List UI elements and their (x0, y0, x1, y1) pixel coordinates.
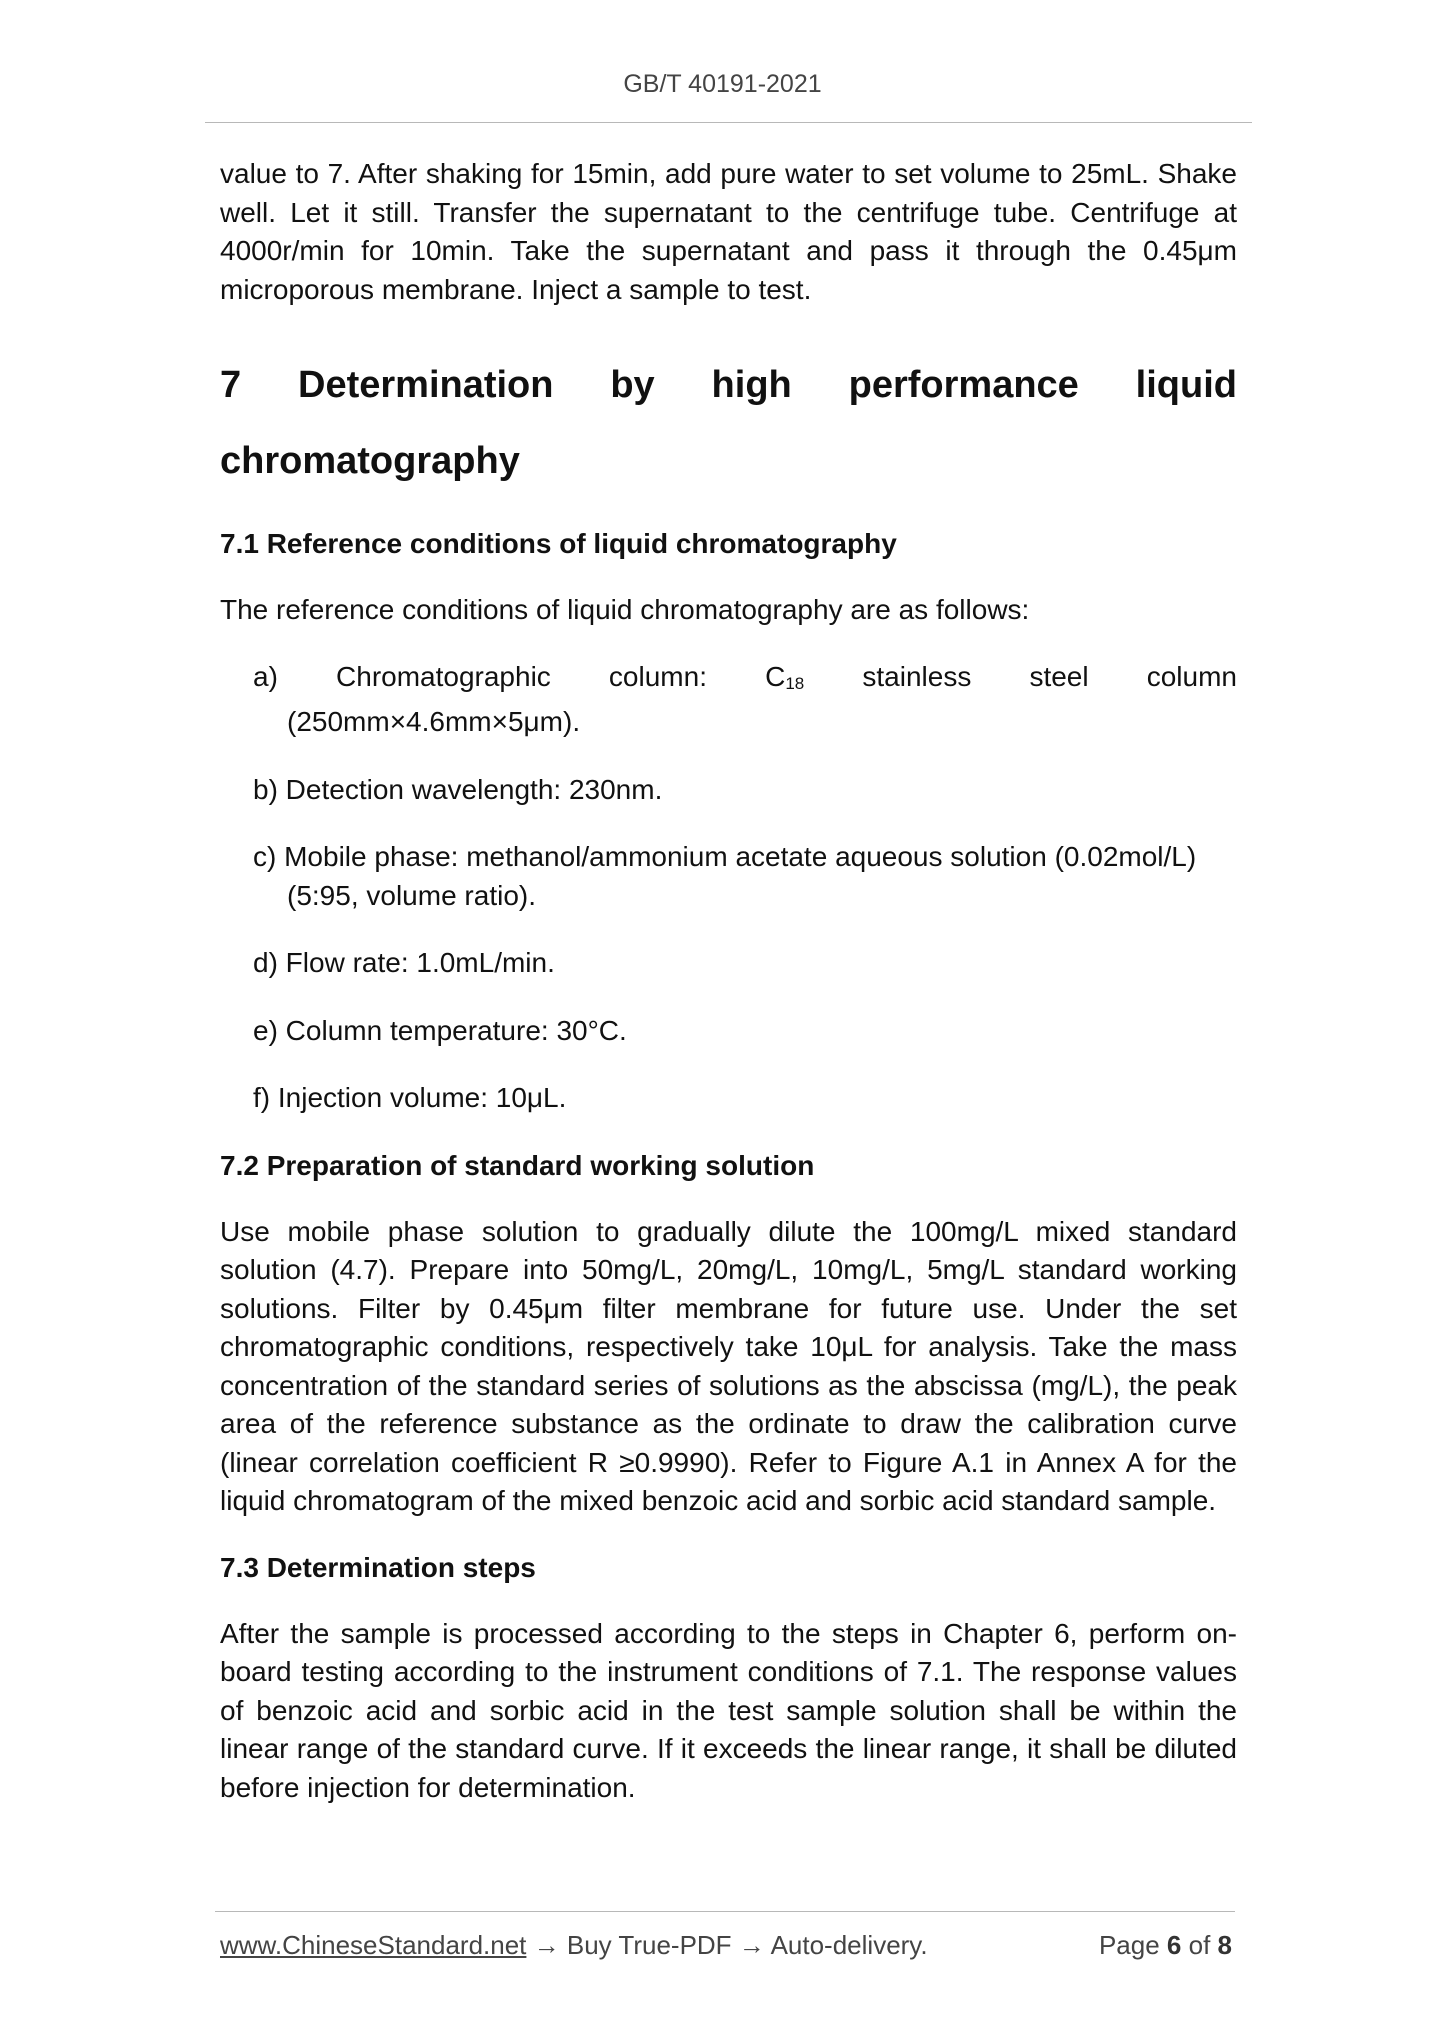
intro-paragraph: value to 7. After shaking for 15min, add pure water to set volume to 25mL. Shake well. Let it still. Transfer the supernatant to the centrifuge tube. Centrifuge at 4000r/min for 10min. Take the supernatant and pass it through the 0.45μm microporous membrane. Inject a sample to test. (220, 158, 1237, 305)
section-7-2-body: Use mobile phase solution to gradually dilute the 100mg/L mixed standard solution (4.7). Prepare into 50mg/L, 20mg/L, 10mg/L, 5mg/L standard working solutions. Filter by 0.45μm filter membrane for future use. Under the set chromatographic conditions, respectively take 10μL for analysis. Take the mass concentration of the standard series of solutions as the abscissa (mg/L), the peak area of the reference substance as the ordinate to draw the calibration curve (linear correlation coefficient R ≥0.9990). Refer to Figure A.1 in Annex A for the liquid chromatogram of the mixed benzoic acid and sorbic acid standard sample. (220, 1215, 1237, 1516)
total-page-count: 8 (1217, 1930, 1232, 1960)
document-header: GB/T 40191-2021 (623, 70, 822, 98)
section-7-1-heading: 7.1 Reference conditions of liquid chromatography (220, 528, 897, 559)
section-7-3-heading: 7.3 Determination steps (220, 1551, 536, 1583)
page-footer (220, 1930, 1232, 1961)
list-item-a-continuation: (250mm×4.6mm×5μm). (287, 706, 581, 737)
section-7-2-heading: 7.2 Preparation of standard working solution (220, 1149, 815, 1181)
list-item-d: d) Flow rate: 1.0mL/min. (253, 947, 555, 978)
page-content (220, 155, 1237, 1807)
list-item-c-continuation: (5:95, volume ratio). (287, 879, 536, 911)
header-divider (205, 122, 1252, 123)
list-item-b: b) Detection wavelength: 230nm. (253, 773, 663, 805)
section-7-heading-line2: chromatography (220, 440, 520, 482)
list-item-e: e) Column temperature: 30°C. (253, 1014, 627, 1046)
current-page-number: 6 (1166, 1930, 1182, 1960)
site-link[interactable]: www.ChineseStandard.net (220, 1930, 527, 1960)
promo-text: → Buy True-PDF → Auto-delivery. (526, 1930, 928, 1960)
list-item-a: a) Chromatographic column: $C_{18}$ stainless steel column (253, 660, 1237, 693)
footer-divider (215, 1911, 1235, 1912)
footer-left (220, 1930, 928, 1961)
list-item-f: f) Injection volume: 10μL. (253, 1082, 567, 1113)
section-7-3-body: After the sample is processed according to the steps in Chapter 6, perform on-board testing according to the instrument conditions of 7.1. The response values of benzoic acid and sorbic acid in the test sample solution shall be within the linear range of the standard curve. If it exceeds the linear range, it shall be diluted before injection for determination. (220, 1617, 1237, 1803)
subscript-18: 18 (785, 673, 805, 693)
section-7-1-intro: The reference conditions of liquid chromatography are as follows: (220, 594, 1030, 625)
page-indicator: Page 6 of 8 (1098, 1930, 1232, 1960)
list-item-c: c) Mobile phase: methanol/ammonium acetate aqueous solution (0.02mol/L) (253, 841, 1197, 872)
section-7-heading-line1: 7 Determination by high performance liquid (220, 364, 1237, 406)
